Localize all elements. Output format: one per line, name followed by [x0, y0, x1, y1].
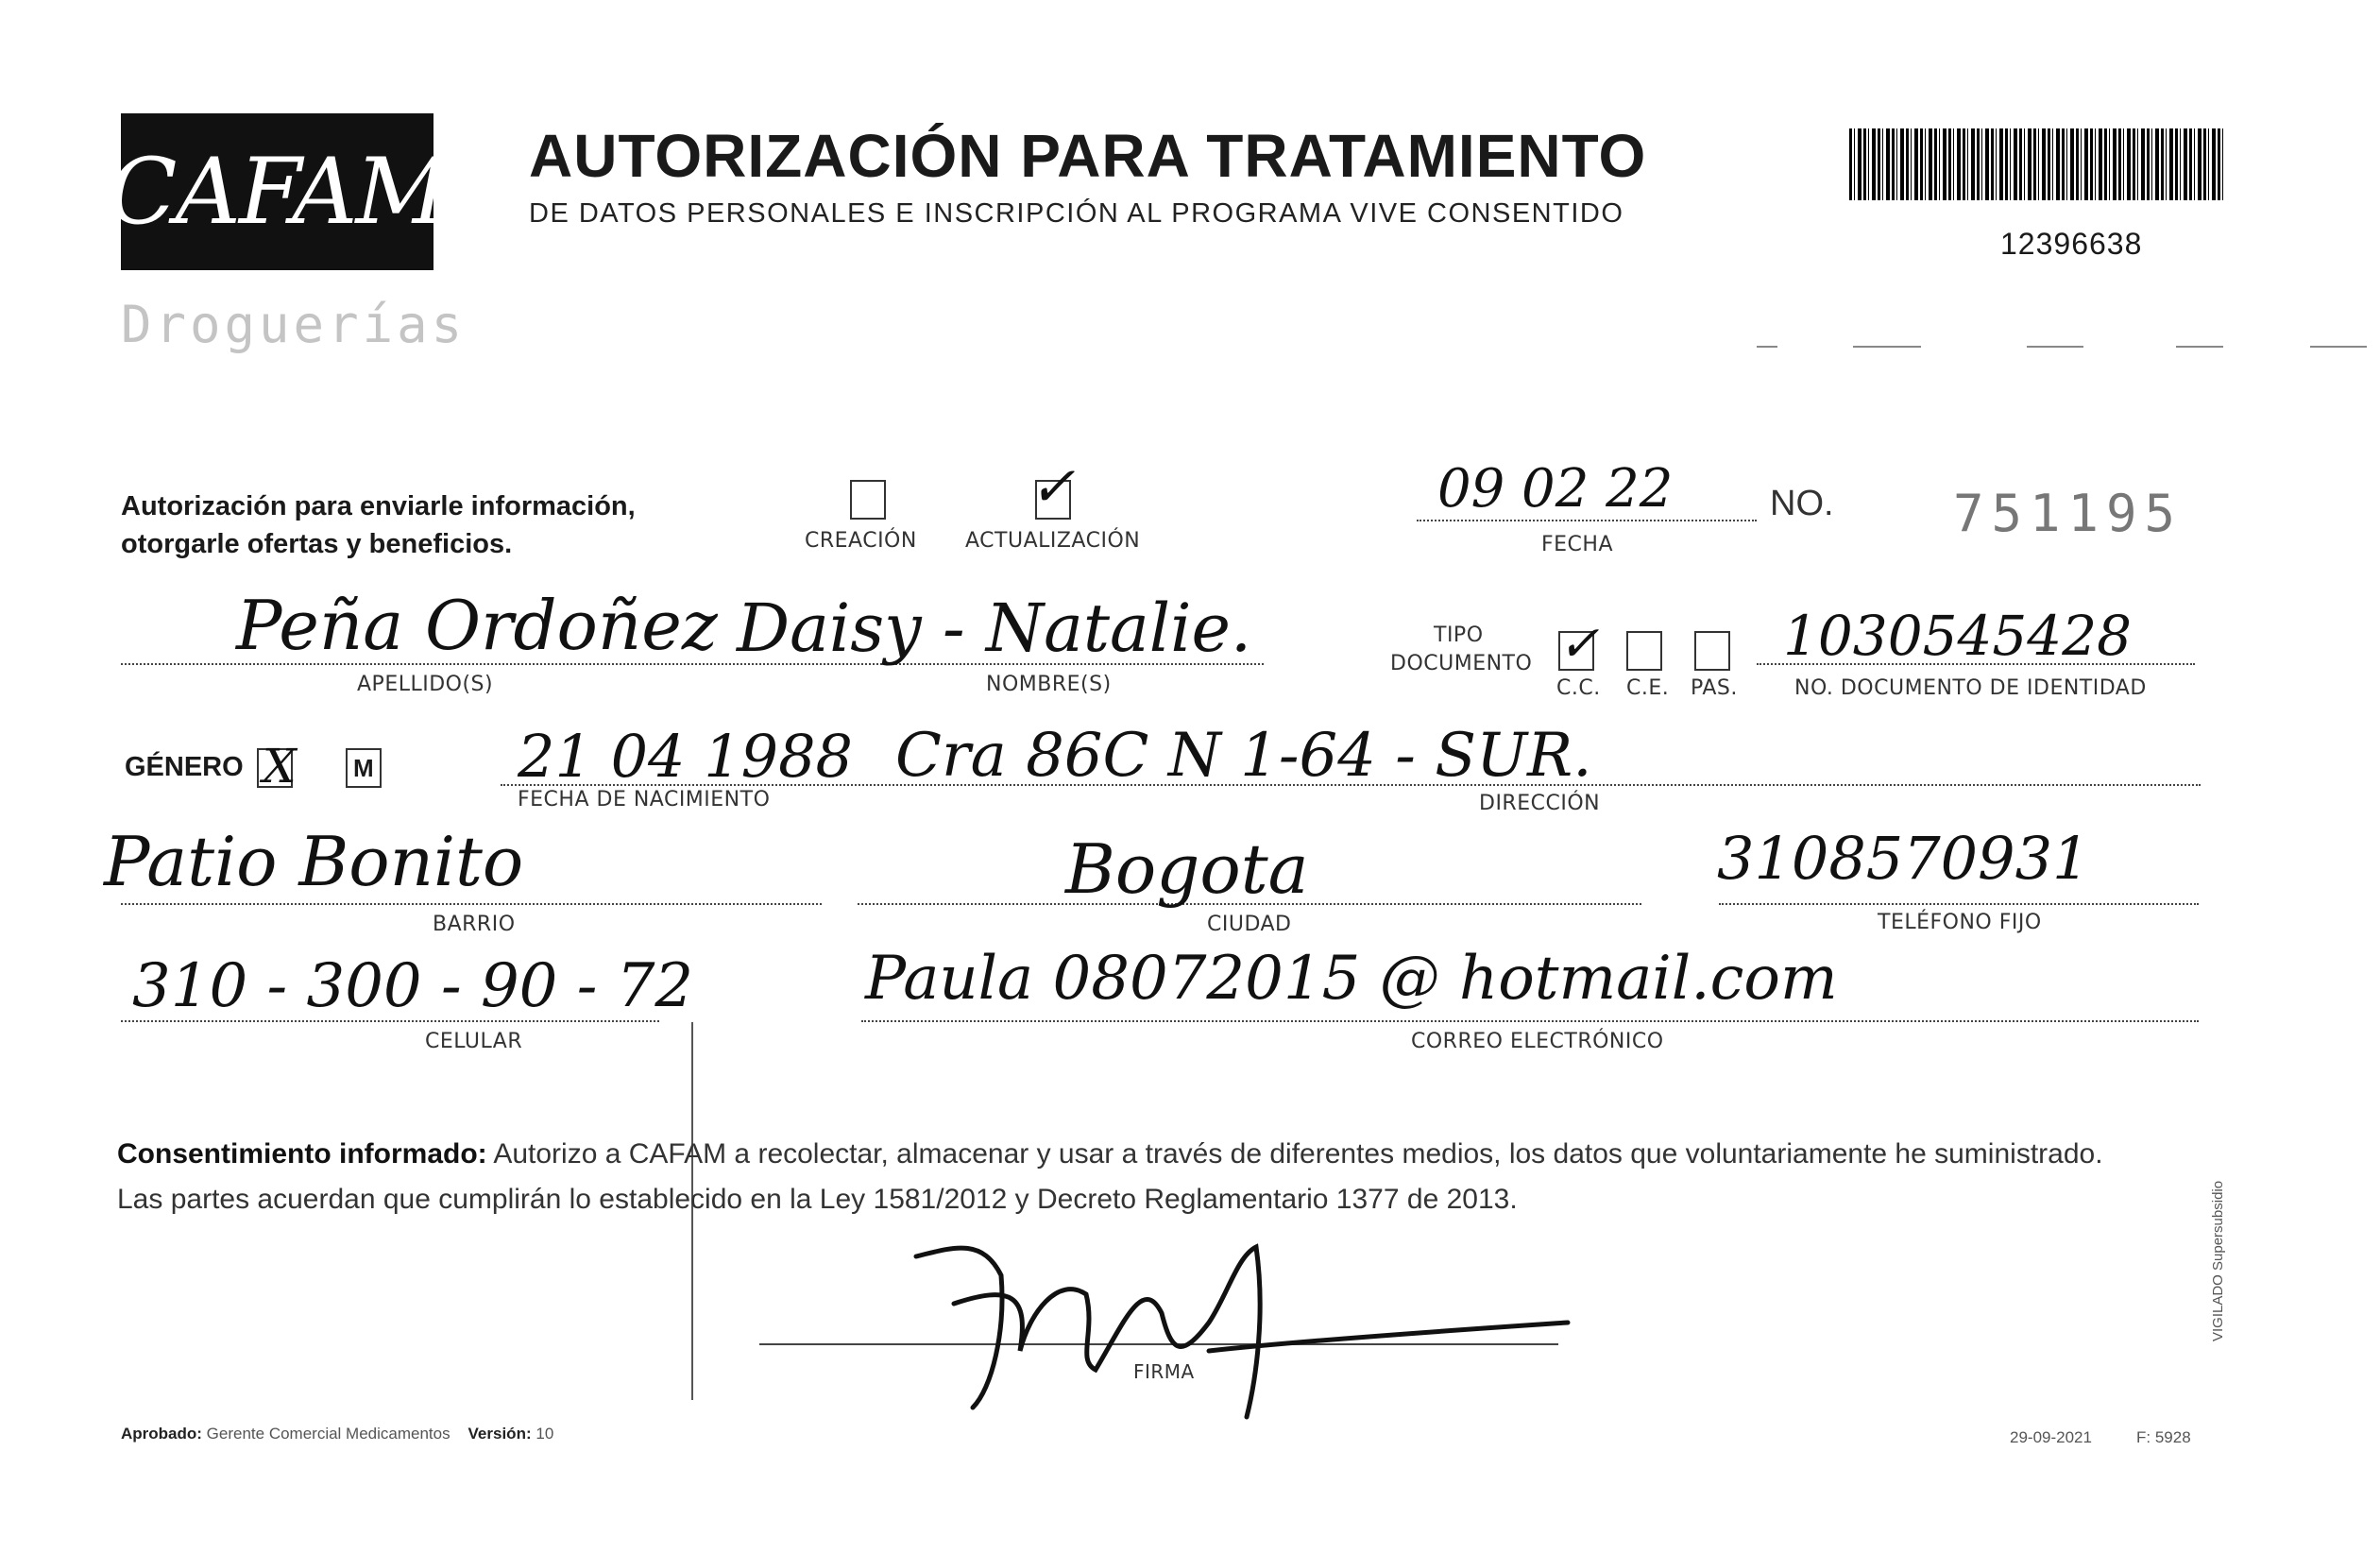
barcode [1849, 128, 2223, 200]
celular-value[interactable]: 310 - 300 - 90 - 72 [132, 951, 694, 1021]
fecha-line [1417, 520, 1757, 521]
ce-label: C.E. [1626, 676, 1670, 700]
barrio-line [121, 903, 822, 905]
footer-approval [121, 1425, 553, 1443]
ciudad-label: CIUDAD [1207, 913, 1292, 936]
actualizacion-label: ACTUALIZACIÓN [965, 529, 1141, 553]
nombres-label: NOMBRE(S) [986, 673, 1112, 696]
dash-mark [1757, 346, 1777, 348]
documento-label-word: DOCUMENTO [1390, 652, 1533, 675]
consent-heading: Consentimiento informado: [117, 1138, 487, 1170]
consent-text [117, 1132, 2103, 1222]
dash-mark [2176, 346, 2223, 348]
version-label: Versión: [468, 1425, 532, 1443]
logo-subtitle-faded: Droguerías [121, 295, 467, 354]
tipo-label: TIPO [1434, 623, 1484, 647]
authorization-text-line1: Autorización para enviarle información, [121, 491, 636, 521]
gender-f-mark: X [263, 739, 297, 794]
dash-mark [2310, 346, 2367, 348]
creacion-label: CREACIÓN [805, 529, 917, 553]
aprobado-value: Gerente Comercial Medicamentos [206, 1425, 450, 1443]
barrio-value[interactable]: Patio Bonito [104, 822, 524, 901]
creacion-checkbox[interactable] [850, 480, 886, 520]
telefono-label: TELÉFONO FIJO [1878, 911, 2042, 934]
fecha-value[interactable]: 09 02 22 [1437, 458, 1674, 520]
signature-image [897, 1219, 1577, 1426]
barrio-label: BARRIO [433, 913, 516, 936]
documento-value[interactable]: 1030545428 [1783, 604, 2133, 668]
aprobado-label: Aprobado: [121, 1425, 202, 1443]
pas-checkbox[interactable] [1694, 631, 1730, 671]
form-title: AUTORIZACIÓN PARA TRATAMIENTO [529, 122, 1647, 190]
fecha-nacimiento-label: FECHA DE NACIMIENTO [518, 788, 771, 811]
firma-label: FIRMA [1133, 1360, 1195, 1383]
documento-label: NO. DOCUMENTO DE IDENTIDAD [1794, 676, 2147, 700]
correo-value[interactable]: Paula 08072015 @ hotmail.com [865, 944, 1838, 1014]
pas-label: PAS. [1691, 676, 1738, 700]
ce-checkbox[interactable] [1626, 631, 1662, 671]
form-subtitle: DE DATOS PERSONALES E INSCRIPCIÓN AL PROGRAMA VIVE CONSENTIDO [529, 198, 1624, 229]
cc-check-mark: ✓ [1558, 616, 1600, 673]
telefono-value[interactable]: 3108570931 [1717, 824, 2090, 893]
fecha-nacimiento-value[interactable]: 21 04 1988 [518, 722, 853, 791]
telefono-line [1719, 903, 2199, 905]
consent-line1 [117, 1132, 2103, 1177]
footer-f-code: F: 5928 [2136, 1428, 2191, 1446]
footer-date: 29-09-2021 [2010, 1428, 2092, 1446]
no-label: NO. [1770, 484, 1834, 523]
actualizacion-check-mark: ✓ [1029, 454, 1076, 519]
gender-m-label: M [353, 754, 374, 782]
form-number: 751195 [1953, 484, 2184, 543]
apellidos-label: APELLIDO(S) [357, 673, 494, 696]
barcode-number: 12396638 [2000, 227, 2143, 261]
cafam-logo: CAFAM [121, 113, 434, 270]
cc-label: C.C. [1556, 676, 1601, 700]
vigilado-side-text: VIGILADO Supersubsidio [2210, 1180, 2226, 1341]
direccion-label: DIRECCIÓN [1479, 792, 1601, 815]
dash-mark [1853, 346, 1921, 348]
genero-label: GÉNERO [125, 752, 244, 782]
apellidos-value[interactable]: Peña Ordoñez [236, 586, 718, 665]
dash-mark [2027, 346, 2083, 348]
version-value: 10 [536, 1425, 554, 1443]
nombres-value[interactable]: Daisy - Natalie. [737, 589, 1252, 667]
authorization-text-line2: otorgarle ofertas y beneficios. [121, 529, 513, 559]
celular-label: CELULAR [425, 1030, 523, 1053]
fecha-label: FECHA [1541, 533, 1614, 556]
authorization-text [121, 487, 636, 563]
correo-label: CORREO ELECTRÓNICO [1411, 1030, 1664, 1053]
correo-line [861, 1020, 2199, 1022]
consent-line1-text: Autorizo a CAFAM a recolectar, almacenar y usar a través de diferentes medios, los datos que voluntariamente he suministrado. [493, 1138, 2103, 1170]
direccion-value[interactable]: Cra 86C N 1-64 - SUR. [895, 721, 1592, 791]
consent-line2: Las partes acuerdan que cumplirán lo establecido en la Ley 1581/2012 y Decreto Reglamentario 1377 de 2013. [117, 1184, 1518, 1215]
ciudad-value[interactable]: Bogota [1065, 829, 1309, 909]
